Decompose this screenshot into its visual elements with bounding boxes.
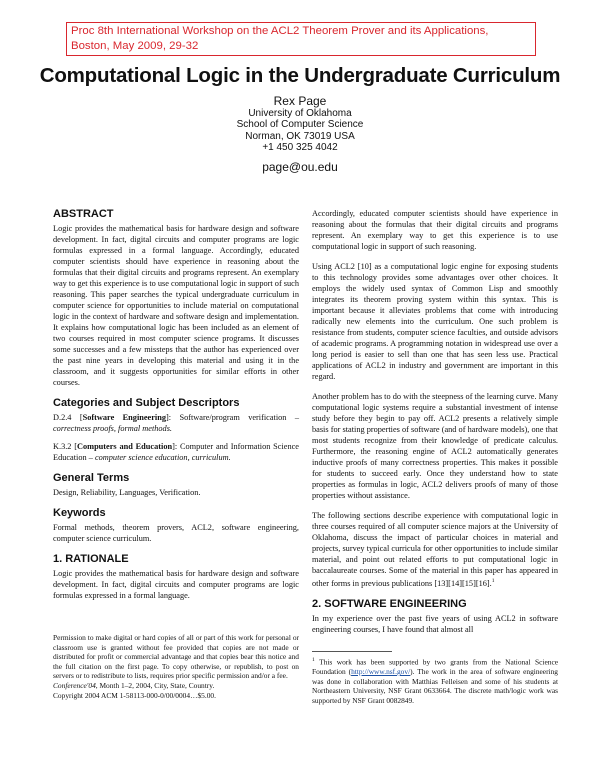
footnote-text	[312, 656, 558, 705]
right-paragraph-1: Accordingly, educated computer scientists should have experience in reasoning about the formulas that their digital circuits and programs represent. An exemplary way to get this experience is to use computational logic in support of such reasoning.	[312, 209, 558, 251]
general-terms-section	[53, 472, 299, 498]
keywords-section	[53, 507, 299, 544]
footnote-rule	[312, 651, 392, 652]
general-terms-text: Design, Reliability, Languages, Verification.	[53, 488, 201, 497]
rationale-heading: 1. RATIONALE	[53, 553, 129, 565]
d24-italic: correctness proofs, formal methods.	[53, 424, 172, 433]
proceedings-line-2: Boston, May 2009, 29-32	[71, 40, 199, 52]
category-k32	[53, 441, 299, 463]
abstract-heading: ABSTRACT	[53, 208, 114, 220]
proceedings-header	[66, 22, 536, 56]
right-column	[312, 208, 558, 635]
keywords-heading: Keywords	[53, 507, 106, 519]
category-d24	[53, 412, 299, 434]
d24-bold: Software Engineering	[82, 413, 166, 422]
categories-section	[53, 397, 299, 463]
footnote	[312, 651, 558, 705]
keywords-text: Formal methods, theorem provers, ACL2, software engineering, computer science curriculum.	[53, 523, 299, 543]
right-paragraph-4	[312, 510, 558, 589]
d24-code: D.2.4 [	[53, 413, 83, 422]
right-paragraph-4-text: The following sections describe experience with computational logic in three courses required of all computer science majors at the University of Oklahoma, discuss the impact of particular choices in material and projects, survey typical curricula for other opportunities to include similar material, and point out related efforts to put computational logic in baccalaureate courses. Some of the material in this paper has appeared in other forms in previous publications [13][14][15][16].	[312, 511, 558, 588]
d24-rest: ]: Software/program verification –	[165, 413, 299, 422]
proceedings-line-1: Proc 8th International Workshop on the ACL2 Theorem Prover and its Applications,	[71, 25, 489, 37]
footnote-after-link: ). The work in the area of software engineering was done in collaboration with Matthias Felleisen and some of his students at Northeastern University, NSF Grant 0633664. The discrete math/logic work was supported by NSF Grant 0082849.	[312, 667, 558, 705]
right-paragraph-3: Another problem has to do with the steepness of the learning curve. Many computational logic systems require a substantial investment of intense study before they begin to pay off. ACL2 presents a relatively simple basis for stating properties of software (and of hardware models), one that most students recognize from their knowledge of predicate calculus. Furthermore, the reasoning engine of ACL2 automatically generates inductive proofs of many correctness properties. This makes it possible for students to succeed early. Once they understand how to state properties as formulas in logic, ACL2 delivers proofs of many of those properties without assistance.	[312, 392, 558, 500]
rationale-section	[53, 553, 299, 601]
abstract-text: Logic provides the mathematical basis for hardware design and software development. In fact, digital circuits and computer programs are logic formulas expressed in a formal language. Accordingly, educated computer scientists should have experience in reasoning about the formulas that their digital circuits and programs represent. An exemplary way to get this experience is to use computational logic in support of such reasoning. This paper searches the typical undergraduate curriculum in computer science for opportunities to include material on computational logic in the context of hardware and software design and implementation. It explains how computational logic has been included as an element of two courses required in most computer science programs. It discusses some successes and a few missteps that the author has experienced over the past nine years in developing this material and using it in the classroom, and it suggests opportunities for similar efforts in other courses.	[53, 224, 299, 387]
author-email[interactable]: page@ou.edu	[262, 159, 338, 174]
footnote-mark: 1	[312, 657, 315, 663]
rationale-text: Logic provides the mathematical basis for hardware design and software development. In fact, digital circuits and computer programs are logic formulas expressed in a formal language.	[53, 569, 299, 600]
software-engineering-text: In my experience over the past five years of using ACL2 in software engineering courses, I have found that almost all	[312, 613, 558, 634]
paper-title: Computational Logic in the Undergraduate Curriculum	[39, 64, 561, 87]
general-terms-heading: General Terms	[53, 472, 130, 484]
author-affiliation-1: University of Oklahoma	[248, 108, 352, 119]
k32-italic: computer science education, curriculum.	[94, 453, 231, 462]
permission-text: Permission to make digital or hard copies of all or part of this work for personal or classroom use is granted without fee provided that copies are not made or distributed for profit or commercial advantage and that copies bear this notice and the full citation on the first page. To copy otherwise, or republish, to post on servers or to redistribute to lists, requires prior specific permission and/or a fee.	[53, 633, 299, 681]
k32-rest: ]: Computer and Information Science Education –	[53, 442, 299, 462]
k32-code: K.3.2 [	[53, 442, 78, 451]
conference-italic: Conference'04	[53, 680, 96, 690]
nsf-link[interactable]: http://www.nsf.gov/	[351, 667, 411, 677]
author-affiliation-3: Norman, OK 73019 USA	[245, 130, 355, 142]
right-paragraph-2: Using ACL2 [10] as a computational logic engine for exposing students to this technology provides some advantages over other choices. It employs the widely used syntax of Common Lisp and smoothly integrates its theorem proving system within this syntax. This is important because it alleviates problems that come with introducing radically new elements into the curriculum. One such problem is resistance from students, computer science faculties, and outside advisors of academic programs. A programming notation in widespread use over a long period is easier to sell than one that has seen less use. Practical applications of ACL2 in industry and government are important in this regard.	[312, 262, 558, 381]
conference-line	[53, 681, 299, 691]
author-phone: +1 450 325 4042	[262, 142, 338, 154]
categories-heading: Categories and Subject Descriptors	[53, 397, 240, 409]
copyright-line: Copyright 2004 ACM 1-58113-000-0/00/0004…$5.00.	[53, 690, 216, 700]
footnote-before-link: This work has been supported by two grants from the National Science Foundation (	[312, 657, 559, 677]
author-name: Rex Page	[273, 94, 327, 108]
k32-bold: Computers and Education	[77, 442, 173, 451]
author-block	[0, 94, 600, 174]
permission-notice	[53, 633, 299, 700]
software-engineering-heading: 2. SOFTWARE ENGINEERING	[312, 597, 467, 610]
footnote-marker: 1	[491, 578, 495, 584]
abstract-section	[53, 208, 299, 388]
author-affiliation-2: School of Computer Science	[236, 119, 364, 131]
conference-rest: , Month 1–2, 2004, City, State, Country.	[95, 680, 215, 690]
left-column	[53, 208, 299, 610]
